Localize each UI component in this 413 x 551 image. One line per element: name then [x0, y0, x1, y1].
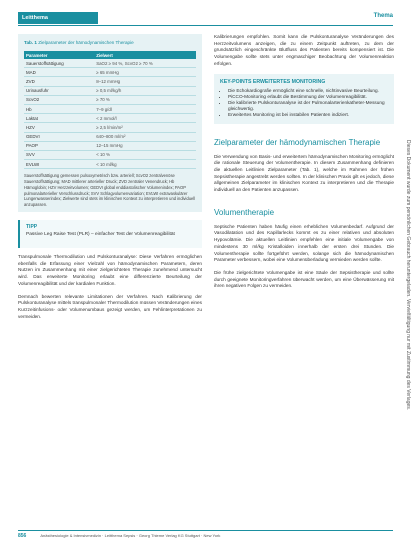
table-row	[24, 104, 196, 113]
table-cell-parameter: Urinausfuhr	[24, 86, 94, 95]
table-cell-parameter: HZV	[24, 123, 94, 132]
table-cell-value: ≥ 0,5 ml/kg/h	[94, 86, 196, 95]
tipp-box	[18, 220, 202, 248]
table-cell-parameter: ZVD	[24, 77, 94, 86]
table-cell-value: 8–12 mmHg	[94, 77, 196, 86]
table-number: Tab. 1	[24, 40, 37, 45]
right-column	[214, 34, 394, 290]
header-right-label: Thema	[373, 13, 393, 19]
table-cell-parameter: Laktat	[24, 114, 94, 123]
table-row	[24, 77, 196, 86]
table-row	[24, 114, 196, 123]
table-cell-parameter: SVV	[24, 150, 94, 159]
side-note: Dieses Dokument wurde zum persönlichen Gebrauch heruntergeladen. Vervielfältigung nur mit Zustimmung des Verlages.	[405, 140, 411, 411]
section-volume-body-1: Septische Patienten haben häufig einen erheblichen Volumenbedarf. Aufgrund der Vasodilatation und des Kapillarlecks kommt es zu einer relativen und absoluten Hypovolämie. Die aktuellen Leitlinien empfehlen eine initiale Volumengabe von mindestens 30 ml/kg Kristalloiden innerhalb der ersten drei Stunden. Die Volumentherapie sollte fortgeführt werden, solange sich die hämodynamischen Parameter verbessern, wobei eine Volumenüberladung vermieden werden sollte.	[214, 223, 394, 263]
table-row	[24, 123, 196, 132]
table-row	[24, 150, 196, 159]
header-divider	[18, 25, 393, 26]
table-row	[24, 132, 196, 141]
table-cell-value: < 10 ml/kg	[94, 160, 196, 169]
tipp-label: TIPP	[26, 224, 38, 231]
table-row	[24, 95, 196, 104]
column-header-value: Zielwert	[94, 51, 196, 59]
table-cell-parameter: Hb	[24, 104, 94, 113]
table-cell-value: SaO2 ≥ 94 %, ScvO2 ≥ 70 %	[94, 59, 196, 68]
keypoint-item: • Die kalibrierte Pulskonturanalyse ist der Pulmonalarterienkatheter-Messung gleichwertig.	[228, 100, 388, 112]
section-tag: Leitthema	[18, 12, 98, 24]
keypoints-title: KEY-POINTS ERWEITERTES MONITORING	[220, 78, 326, 85]
table-row	[24, 160, 196, 169]
keypoints-box	[214, 74, 394, 124]
table-cell-value: 7–9 g/dl	[94, 104, 196, 113]
table-cell-value: ≥ 70 %	[94, 95, 196, 104]
table-cell-parameter: GEDVI	[24, 132, 94, 141]
left-paragraph-1: Transpulmonale Thermodilution und Pulskonturanalyse: Diese Verfahren ermöglichen ebenfalls die Erfassung einer Vielzahl von hämodynamischen Parametern, deren Nutzen im Zusammenhang mit einer zielgerichteten Therapie zunehmend untersucht wird. Das erweiterte Monitoring erlaubt eine differenzierte Beurteilung der Volumenreagibilität und der kardialen Funktion.	[18, 254, 202, 286]
table-cell-value: 640–800 ml/m²	[94, 132, 196, 141]
parameter-table	[24, 51, 196, 169]
table-title-text: Zielparameter der hämodynamischen Therapie	[38, 40, 134, 45]
table-footnote: Sauerstoffsättigung gemessen pulsoxymetrisch bzw. arteriell; ScvO2 zentralvenöse Sauerstoffsättigung; MAD mittlerer arterieller Druck; ZVD zentraler Venendruck; Hb Hämoglobin; HZV Herzzeitvolumen; GEDVI global enddiastolischer Volumenindex; PAOP pulmonalarterieller Verschlussdruck; SVV Schlagvolumenvariation; EVLWI extravaskulärer Lungenwasserindex; Zielwerte sind stets im klinischen Kontext zu interpretieren und individuell anzupassen.	[24, 173, 196, 208]
table-cell-value: ≥ 2,5 l/min/m²	[94, 123, 196, 132]
section-heading-volume: Volumentherapie	[214, 207, 275, 217]
table-cell-parameter: PAOP	[24, 141, 94, 150]
section-volume-body-2: Die frühe zielgerichtete Volumengabe ist eine Säule der Sepsistherapie und sollte durch geeignete Monitoringverfahren überwacht werden, um eine Überwässerung mit ihren negativen Folgen zu vermeiden.	[214, 269, 394, 289]
tipp-text: Passive Leg Raise Test (PLR) – einfacher Test der Volumenreagibilität	[26, 232, 175, 238]
table-row	[24, 141, 196, 150]
table-cell-parameter: ScvO2	[24, 95, 94, 104]
table-cell-value: ≥ 65 mmHg	[94, 68, 196, 77]
section-targets-body: Die Verwendung von Basis- und erweitertem hämodynamischen Monitoring ermöglicht die rationale Steuerung der Volumentherapie. In diesem Zusammenhang definieren die aktuellen Leitlinien Zielparameter (Tab. 1), welche im Rahmen der frühen Sepsistherapie angestrebt werden sollten. In der klinischen Praxis gilt es jedoch, diese allgemeinen Zielparameter im klinischen Kontext zu interpretieren und die Therapie individuell an den Patienten anzupassen.	[214, 153, 394, 193]
left-paragraph-2: Demnach bewerten relevante Limitationen der Verfahren. Nach Kalibrierung der Pulskonturanalyse mittels transpulmonaler Thermodilution müssen Veränderungen eines Kurzzeitinfusions- oder Volumenumbaus gezeigt werden, um Fehlinterpretationen zu vermeiden.	[18, 293, 202, 319]
table-cell-value: < 2 mmol/l	[94, 114, 196, 123]
page-footer	[18, 530, 393, 543]
table-row	[24, 68, 196, 77]
column-header-parameter: Parameter	[24, 51, 94, 59]
section-heading-targets: Zielparameter der hämodynamischen Therapie	[214, 137, 381, 147]
table-cell-value: 12–15 mmHg	[94, 141, 196, 150]
keypoint-item: • PiCCO-Monitoring erlaubt die Bestimmung der Volumenreagibilität.	[228, 94, 388, 100]
left-column	[18, 34, 202, 320]
table-row	[24, 59, 196, 68]
table-cell-parameter: MAD	[24, 68, 94, 77]
table-box	[18, 34, 202, 212]
keypoint-item: • Die Echokardiografie ermöglicht eine schnelle, nichtinvasive Beurteilung.	[228, 88, 388, 94]
table-title	[24, 40, 196, 45]
table-header-row	[24, 51, 196, 59]
table-cell-value: < 10 %	[94, 150, 196, 159]
keypoint-item: • Erweitertes Monitoring ist bei instabilen Patienten indiziert.	[228, 112, 388, 118]
table-row	[24, 86, 196, 95]
keypoints-list	[220, 88, 388, 119]
footer-citation: Anästhesiologie & Intensivmedizin · Leitthema Sepsis · Georg Thieme Verlag KG Stuttgart · New York	[40, 533, 221, 538]
page-number: 856	[18, 533, 27, 539]
right-intro-paragraph: Kalibrierungen empfohlen. Somit kann die Pulskonturanalyse Veränderungen des Herzzeitvolumens anzeigen, die zu einem Zeitpunkt auftreten, zu dem der grundsätzlich eingeschränkte Blutfluss des Patienten bereits kompensiert ist. Die Volumengabe sollte stets unter engmaschiger Beobachtung der Volumenreaktion erfolgen.	[214, 34, 394, 66]
table-cell-parameter: Sauerstoffsättigung	[24, 59, 94, 68]
table-cell-parameter: EVLWI	[24, 160, 94, 169]
